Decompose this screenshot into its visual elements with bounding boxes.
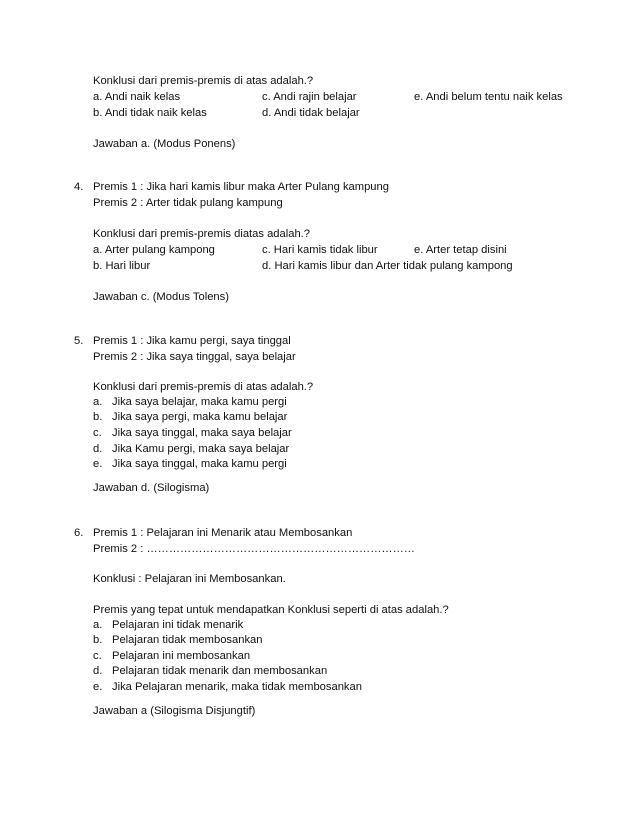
q3-prompt: Konklusi dari premis-premis di atas adalah.? <box>93 75 314 87</box>
q5-number: 5. <box>74 335 84 347</box>
q6-premise-2: Premis 2 : ……………………………………………………………… <box>93 543 415 555</box>
q5-option-e-text: Jika saya tinggal, maka kamu pergi <box>112 458 287 470</box>
q3-answer: Jawaban a. (Modus Ponens) <box>93 138 236 150</box>
q4-answer: Jawaban c. (Modus Tolens) <box>93 291 229 303</box>
q5-prompt: Konklusi dari premis-premis di atas adalah.? <box>93 381 314 393</box>
q6-option-e-text: Jika Pelajaran menarik, maka tidak membosankan <box>112 681 362 693</box>
q5-option-b-text: Jika saya pergi, maka kamu belajar <box>112 411 288 423</box>
q5-option-c-text: Jika saya tinggal, maka saya belajar <box>112 427 292 439</box>
q6-conclusion: Konklusi : Pelajaran ini Membosankan. <box>93 573 286 585</box>
q4-option-e: e. Arter tetap disini <box>414 244 507 256</box>
q6-premise-1: Premis 1 : Pelajaran ini Menarik atau Membosankan <box>93 527 353 539</box>
q4-premise-2: Premis 2 : Arter tidak pulang kampung <box>93 197 283 209</box>
q6-option-c-letter: c. <box>93 650 102 662</box>
q5-answer: Jawaban d. (Silogisma) <box>93 482 210 494</box>
q4-premise-1: Premis 1 : Jika hari kamis libur maka Arter Pulang kampung <box>93 181 389 193</box>
q6-option-c-text: Pelajaran ini membosankan <box>112 650 251 662</box>
q5-premise-1: Premis 1 : Jika kamu pergi, saya tinggal <box>93 335 291 347</box>
q6-prompt: Premis yang tepat untuk mendapatkan Konklusi seperti di atas adalah.? <box>93 604 449 616</box>
q4-number: 4. <box>74 181 84 193</box>
q6-option-a-text: Pelajaran ini tidak menarik <box>112 619 244 631</box>
q3-option-c: c. Andi rajin belajar <box>262 91 357 103</box>
q3-option-d: d. Andi tidak belajar <box>262 107 360 119</box>
q5-option-d-letter: d. <box>93 443 103 455</box>
q4-option-c: c. Hari kamis tidak libur <box>262 244 378 256</box>
q6-option-d-letter: d. <box>93 665 103 677</box>
q3-option-e: e. Andi belum tentu naik kelas <box>414 91 563 103</box>
q3-option-a: a. Andi naik kelas <box>93 91 181 103</box>
q5-option-d-text: Jika Kamu pergi, maka saya belajar <box>112 443 290 455</box>
q4-option-d: d. Hari kamis libur dan Arter tidak pulang kampong <box>262 260 513 272</box>
q6-option-b-letter: b. <box>93 634 103 646</box>
q6-answer: Jawaban a (Silogisma Disjungtif) <box>93 705 256 717</box>
q6-option-a-letter: a. <box>93 619 103 631</box>
q5-option-e-letter: e. <box>93 458 103 470</box>
q5-premise-2: Premis 2 : Jika saya tinggal, saya belajar <box>93 351 296 363</box>
q6-option-b-text: Pelajaran tidak membosankan <box>112 634 263 646</box>
q4-option-a: a. Arter pulang kampong <box>93 244 215 256</box>
q6-number: 6. <box>74 527 84 539</box>
q5-option-a-letter: a. <box>93 396 103 408</box>
q3-option-b: b. Andi tidak naik kelas <box>93 107 207 119</box>
q6-option-e-letter: e. <box>93 681 103 693</box>
q5-option-b-letter: b. <box>93 411 103 423</box>
q4-prompt: Konklusi dari premis-premis diatas adalah.? <box>93 228 311 240</box>
q5-option-a-text: Jika saya belajar, maka kamu pergi <box>112 396 287 408</box>
q5-option-c-letter: c. <box>93 427 102 439</box>
q4-option-b: b. Hari libur <box>93 260 151 272</box>
q6-option-d-text: Pelajaran tidak menarik dan membosankan <box>112 665 328 677</box>
